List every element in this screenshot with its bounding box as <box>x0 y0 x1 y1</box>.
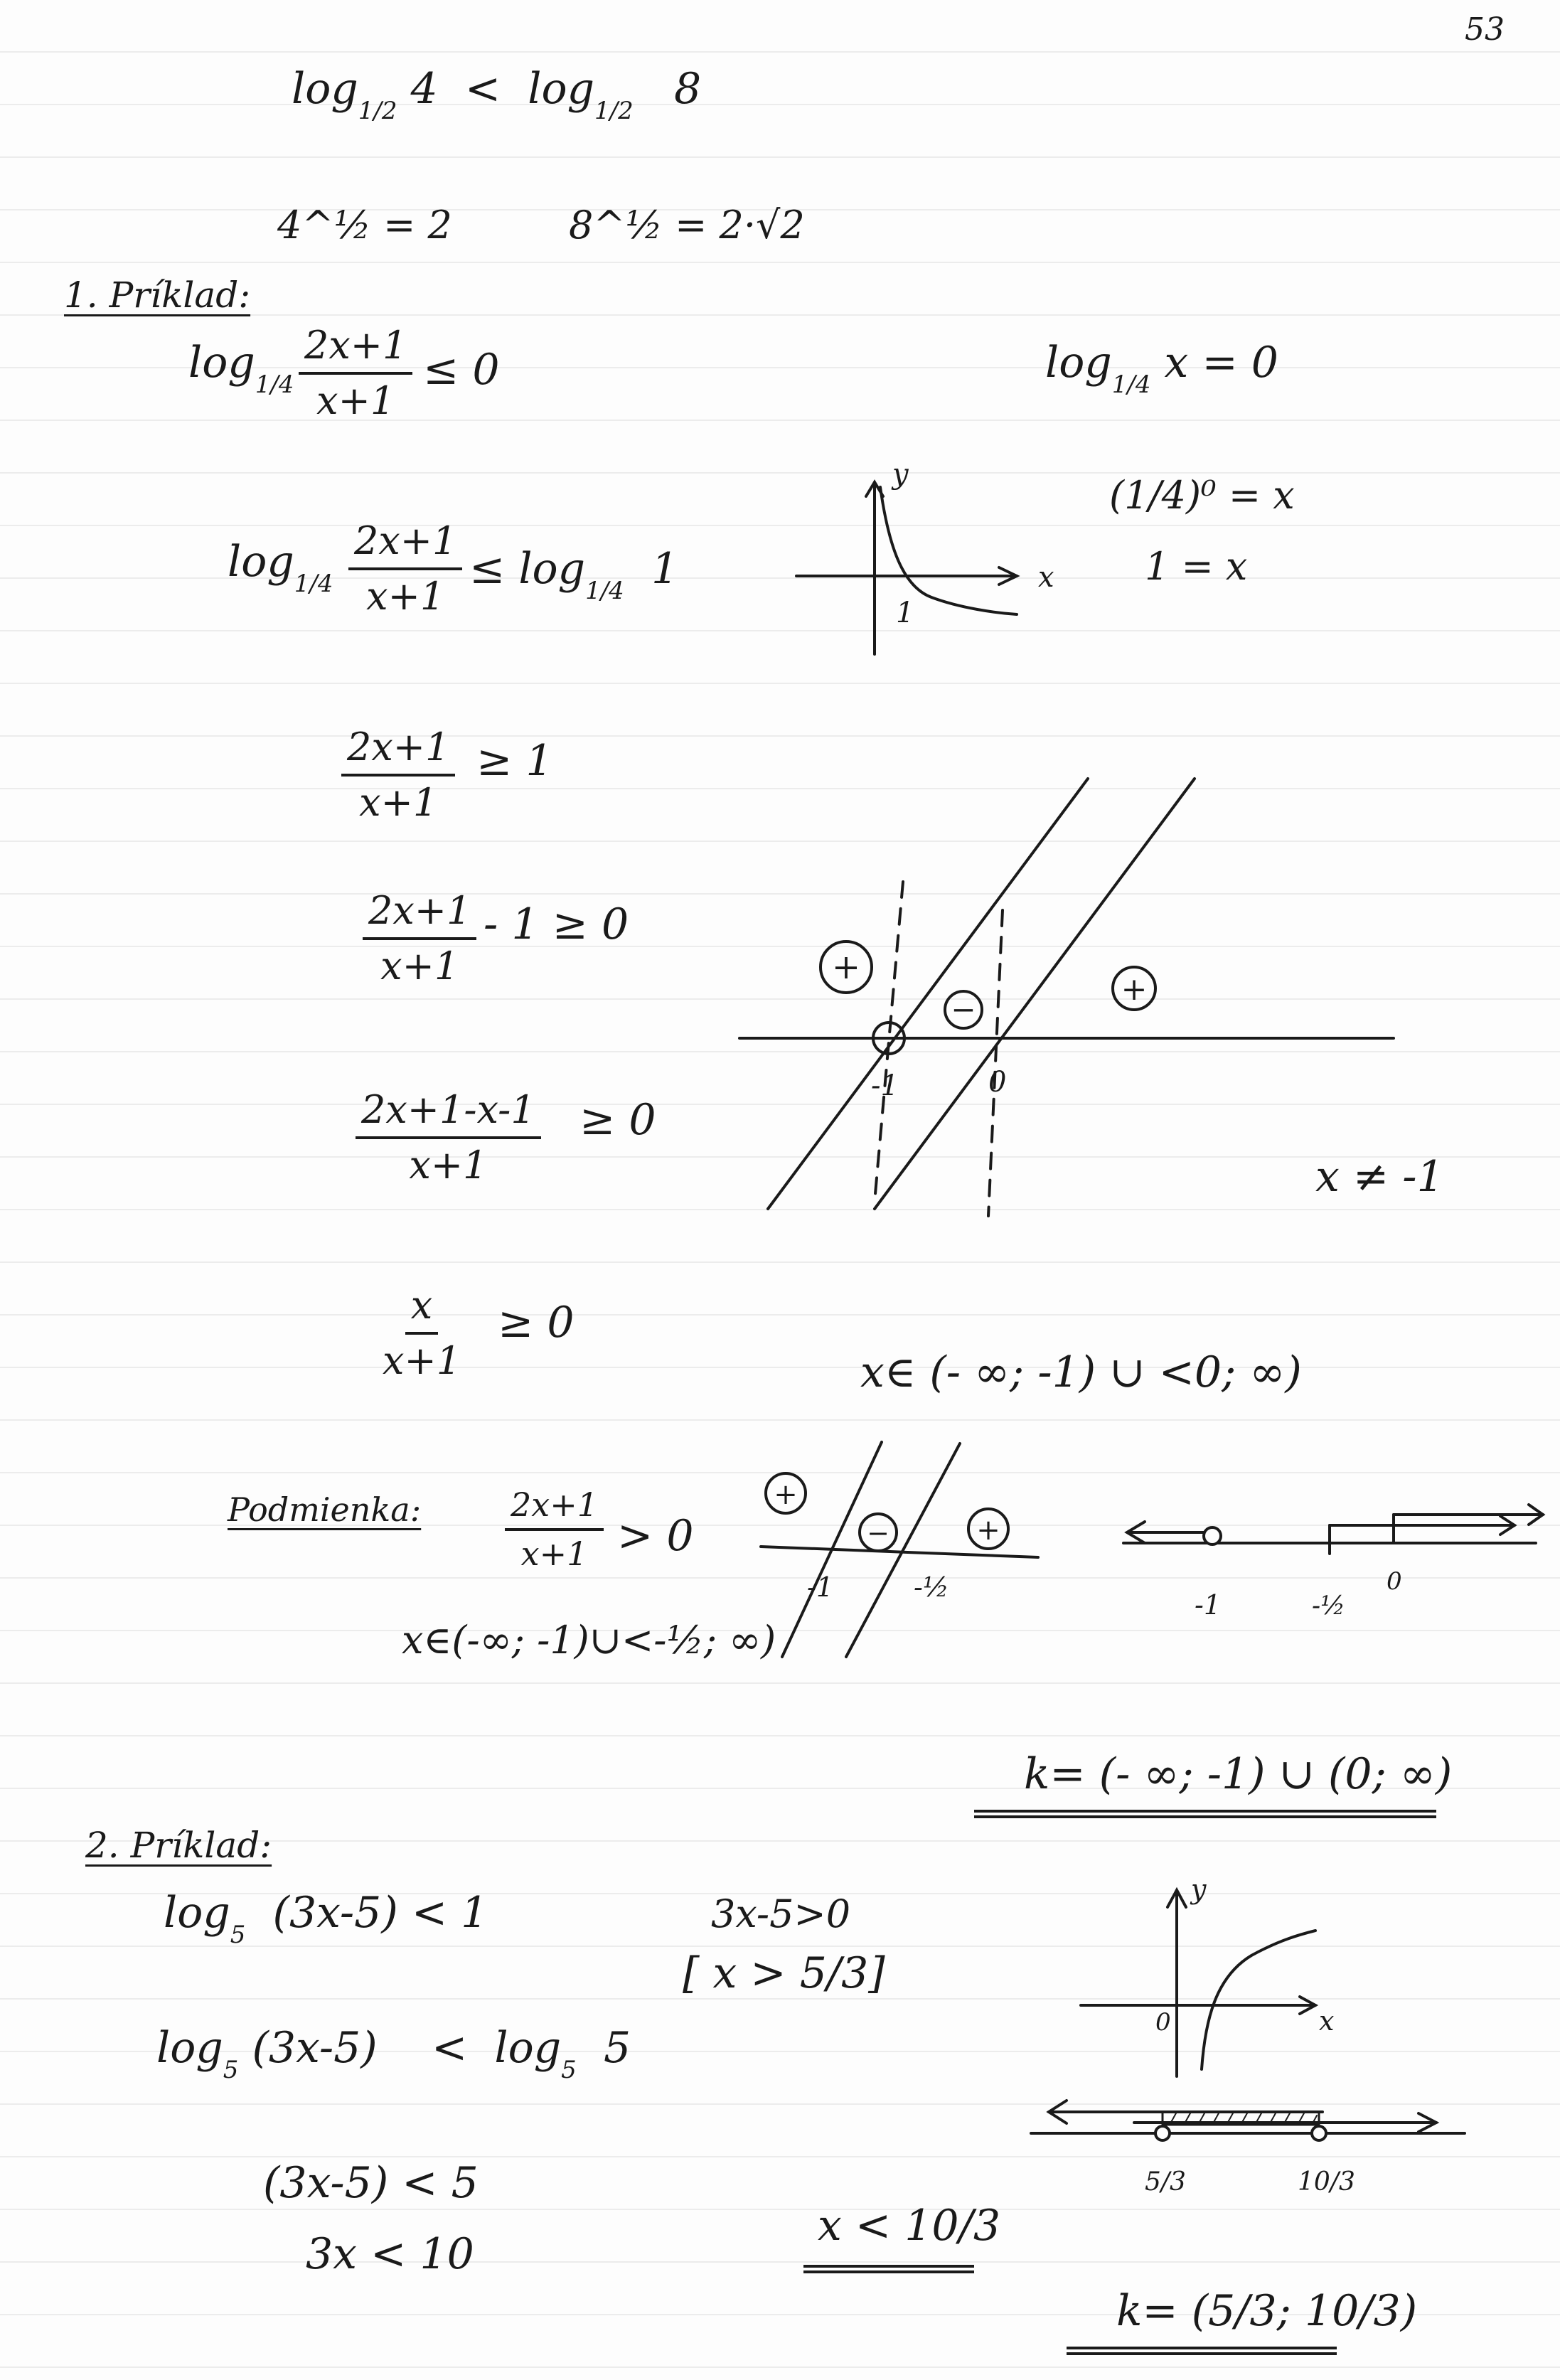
ex1-rhs-6: ≥ 0 <box>498 1298 575 1348</box>
ex1-base-3: 1/4 <box>585 577 624 605</box>
ex1-fraction-2 <box>348 519 462 619</box>
cond-plus-2: + <box>976 1514 1000 1547</box>
nl1-label-m1: -1 <box>1195 1589 1222 1621</box>
ex2-base-3: 5 <box>561 2056 577 2084</box>
ex1-cond-solution: x∈(-∞; -1)∪<-½; ∞) <box>402 1618 776 1663</box>
ex1-cond-rhs: > 0 <box>617 1511 694 1561</box>
ex1-den-2: x+1 <box>366 574 445 619</box>
ex1-log-1: $\log_{1/4}$ <box>188 338 294 399</box>
ex1-side-log: $\log_{1/4} x = 0$ <box>1045 338 1278 399</box>
ex1-base-2: 1/4 <box>294 570 333 598</box>
ex1-rhs-1: ≤ 0 <box>423 345 500 395</box>
intro-inequality: $\log_{1/2} 4 < \log_{1/2}$ 8 <box>292 64 702 125</box>
nl2-label-a: 5/3 <box>1145 2167 1186 2197</box>
ex1-rhs-2 <box>469 544 679 605</box>
nl2-open-point-b <box>1312 2126 1326 2140</box>
ex1-base-1: 1/4 <box>255 370 294 399</box>
axis-label-0: 0 <box>988 1066 1007 1099</box>
ex1-num-2: 2x+1 <box>348 519 462 570</box>
ex2-line-3: (3x-5) < 5 <box>263 2158 479 2208</box>
ex1-fraction-6 <box>377 1284 466 1383</box>
ex2-line-2-rhs: 5 <box>603 2023 631 2073</box>
ex1-den-5: x+1 <box>409 1143 488 1188</box>
ex1-rhs-2-log: ≤ log <box>469 544 586 594</box>
ex1-den-4: x+1 <box>380 944 459 989</box>
nl2-open-point-a <box>1155 2126 1170 2140</box>
graph-x-label: x <box>1038 561 1054 594</box>
ex2-log-graph <box>1074 1874 1387 2083</box>
ex1-fraction-4 <box>363 889 476 988</box>
nl2-label-b: 10/3 <box>1298 2167 1355 2197</box>
cond-minus: − <box>867 1517 889 1549</box>
intro-lhs-arg: 4 <box>410 64 438 114</box>
cond-label-mhalf: -½ <box>914 1571 949 1603</box>
intro-calc-2: 8^½ = 2·√2 <box>569 203 805 247</box>
dash-line-0 <box>988 910 1003 1216</box>
graph-curve <box>880 487 1017 614</box>
nl1-open-point <box>1204 1527 1221 1544</box>
example-1-label: 1. Príklad: <box>64 274 251 316</box>
nl1-label-mhalf: -½ <box>1312 1591 1346 1621</box>
cond-label-m1: -1 <box>807 1571 834 1603</box>
graph-y-label: y <box>892 458 909 491</box>
ex2-graph-x-label: x <box>1319 2005 1335 2037</box>
ex1-num-6: x <box>405 1284 438 1335</box>
sign-plus-2: + <box>1121 971 1148 1008</box>
ex2-graph-curve <box>1202 1931 1315 2069</box>
axis-label-m1: -1 <box>871 1069 899 1102</box>
page-number: 53 <box>1465 11 1505 48</box>
ex1-side-eq: x = 0 <box>1164 338 1278 388</box>
ex1-log-graph <box>782 458 1081 661</box>
ex1-rhs-3: ≥ 1 <box>476 736 553 786</box>
cond-plus-1: + <box>774 1478 798 1511</box>
ex2-final-underline <box>1067 2347 1337 2355</box>
ex1-solution: x∈ (- ∞; -1) ∪ <0; ∞) <box>860 1348 1302 1397</box>
sign-minus: − <box>951 992 976 1027</box>
ex1-final-underline <box>974 1810 1436 1818</box>
ex1-rhs-5: ≥ 0 <box>579 1095 656 1145</box>
intro-base-2: 1/2 <box>594 97 634 125</box>
ex1-fraction-5 <box>356 1088 541 1188</box>
ex1-log-2: $\log_{1/4}$ <box>228 537 333 598</box>
intro-base-1: 1/2 <box>358 97 397 125</box>
ex1-cond-fraction <box>505 1486 604 1573</box>
ex1-x-not-equal: x ≠ -1 <box>1315 1152 1444 1202</box>
dash-line-m1 <box>875 882 903 1202</box>
ex2-graph-zero-label: 0 <box>1155 2008 1171 2037</box>
sign-plus-1: + <box>831 947 861 987</box>
ex1-den-6: x+1 <box>383 1338 461 1384</box>
ex1-final-answer: k= (- ∞; -1) ∪ (0; ∞) <box>1024 1749 1453 1799</box>
intro-op: < <box>464 64 501 114</box>
ex2-final-answer: k= (5/3; 10/3) <box>1116 2286 1418 2336</box>
ex1-condition-label: Podmienka: <box>228 1490 422 1529</box>
ex2-line-1-expr: (3x-5) < 1 <box>272 1888 488 1938</box>
ex2-line-2-op: < <box>431 2023 468 2073</box>
ex2-result: x < 10/3 <box>818 2201 1000 2251</box>
ex2-line-4: 3x < 10 <box>306 2229 474 2279</box>
ex1-den-1: x+1 <box>316 378 395 424</box>
ex2-line-1: $\log_5 (3x-5) < 1$ <box>164 1888 488 1949</box>
ex1-num-3: 2x+1 <box>341 725 455 777</box>
ex1-rhs-2-one: 1 <box>651 544 679 594</box>
ex1-cond-sign-diagram <box>754 1436 1052 1664</box>
intro-rhs-arg: 8 <box>673 64 702 114</box>
ex2-line-2-lhs: (3x-5) <box>252 2023 378 2073</box>
ex2-number-line <box>1024 2091 1479 2254</box>
ex2-base-2: 5 <box>223 2056 239 2084</box>
ex1-side-base: 1/4 <box>1111 370 1151 399</box>
ex2-base-1: 5 <box>230 1921 246 1949</box>
ex1-num-1: 2x+1 <box>299 324 412 375</box>
ex1-side-line-3: 1 = x <box>1145 544 1248 589</box>
ex1-number-line <box>1116 1500 1550 1643</box>
ex1-rhs-4: - 1 ≥ 0 <box>484 900 629 949</box>
ex1-num-5: 2x+1-x-1 <box>356 1088 541 1139</box>
example-2-label: 2. Príklad: <box>85 1825 272 1866</box>
ex2-condition-1: 3x-5>0 <box>711 1891 851 1936</box>
ex2-condition-2: [ x > 5/3] <box>683 1948 885 1998</box>
ex1-den-3: x+1 <box>359 780 438 826</box>
intro-calc-1: 4^½ = 2 <box>277 203 452 247</box>
ex1-cond-den: x+1 <box>520 1534 588 1573</box>
ex2-graph-y-label: y <box>1191 1874 1207 1905</box>
sign-line-1 <box>768 779 1088 1209</box>
graph-one-label: 1 <box>896 597 914 629</box>
ex1-side-line-2: (1/4)⁰ = x <box>1109 473 1295 518</box>
ex2-line-2: $\log_5 (3x-5)$ < $\log_5 5$ <box>156 2023 631 2084</box>
ex1-cond-num: 2x+1 <box>505 1486 604 1531</box>
nl1-label-0: 0 <box>1387 1567 1402 1596</box>
ex1-fraction-1 <box>299 324 412 423</box>
ex1-num-4: 2x+1 <box>363 889 476 940</box>
ex1-fraction-3 <box>341 725 455 825</box>
ex2-result-underline <box>803 2265 974 2273</box>
ex1-sign-diagram <box>732 768 1408 1223</box>
